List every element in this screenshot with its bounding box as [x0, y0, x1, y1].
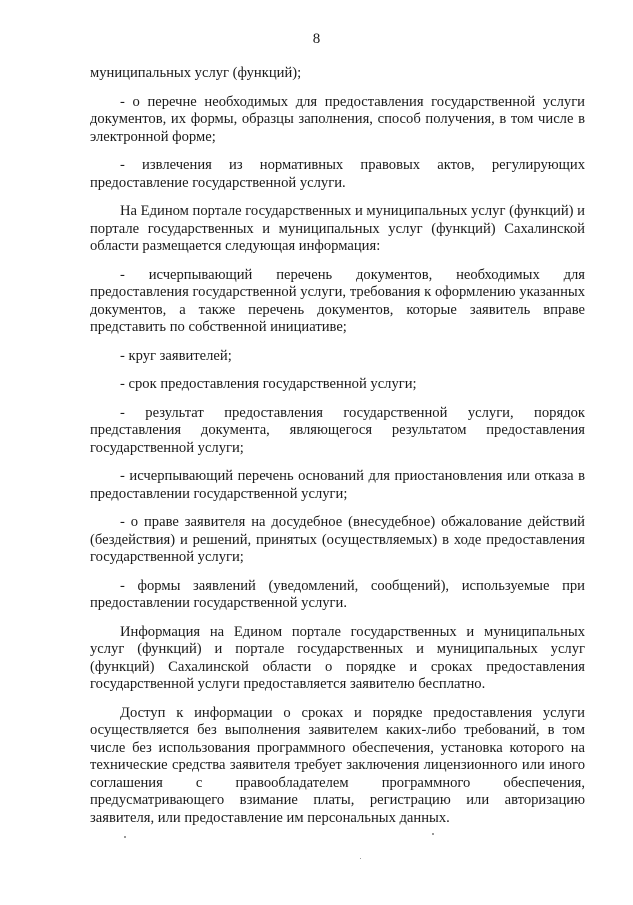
scan-speck	[360, 858, 361, 859]
scan-speck	[432, 833, 434, 835]
document-body	[90, 65, 585, 838]
paragraph-list-item: - круг заявителей;	[120, 347, 232, 364]
scan-speck	[124, 836, 126, 838]
paragraph: На Едином портале государственных и муниципальных услуг (функций) и портале государственных и муниципальных услуг (функций) Сахалинской области размещается следующая информация:	[90, 203, 585, 254]
page-number: 8	[312, 31, 321, 47]
paragraph-list-item: - срок предоставления государственной услуги;	[120, 376, 417, 392]
paragraph: Доступ к информации о сроках и порядке предоставления услуги осуществляется без выполнения заявителем каких-либо требований, в том числе без использования программного обеспечения, установка которого на технические средства заявителя требует заключения лицензионного или иного соглашения с правообладателем программного обеспечения, предусматривающего взимание платы, регистрацию или авторизацию заявителя, или предоставление им персональных данных.	[90, 704, 585, 826]
paragraph-list-item: - формы заявлений (уведомлений, сообщений), используемые при предоставлении государственной услуги.	[90, 577, 585, 611]
paragraph-list-item: - о перечне необходимых для предоставления государственной услуги документов, их формы, образцы заполнения, способ получения, в том числе в электронной форме;	[90, 93, 585, 145]
paragraph-list-item: - исчерпывающий перечень оснований для приостановления или отказа в предоставлении государственной услуги;	[90, 468, 585, 502]
paragraph-list-item: - результат предоставления государственной услуги, порядок представления документа, являющегося результатом предоставления государственной услуги;	[90, 404, 585, 456]
paragraph-continuation: муниципальных услуг (функций);	[90, 65, 302, 81]
paragraph-list-item: - исчерпывающий перечень документов, необходимых для предоставления государственной услуги, требования к оформлению указанных документов, а также перечень документов, которые заявитель вправе представить по собственной инициативе;	[90, 266, 585, 335]
paragraph-list-item: - о праве заявителя на досудебное (внесудебное) обжалование действий (бездействия) и решений, принятых (осуществляемых) в ходе предоставления государственной услуги;	[90, 514, 585, 565]
paragraph: Информация на Едином портале государственных и муниципальных услуг (функций) и портале государственных и муниципальных услуг (функций) Сахалинской области о порядке и сроках предоставления государственной услуги предоставляется заявителю бесплатно.	[90, 623, 585, 692]
paragraph-list-item: - извлечения из нормативных правовых актов, регулирующих предоставление государственной услуги.	[90, 157, 585, 191]
